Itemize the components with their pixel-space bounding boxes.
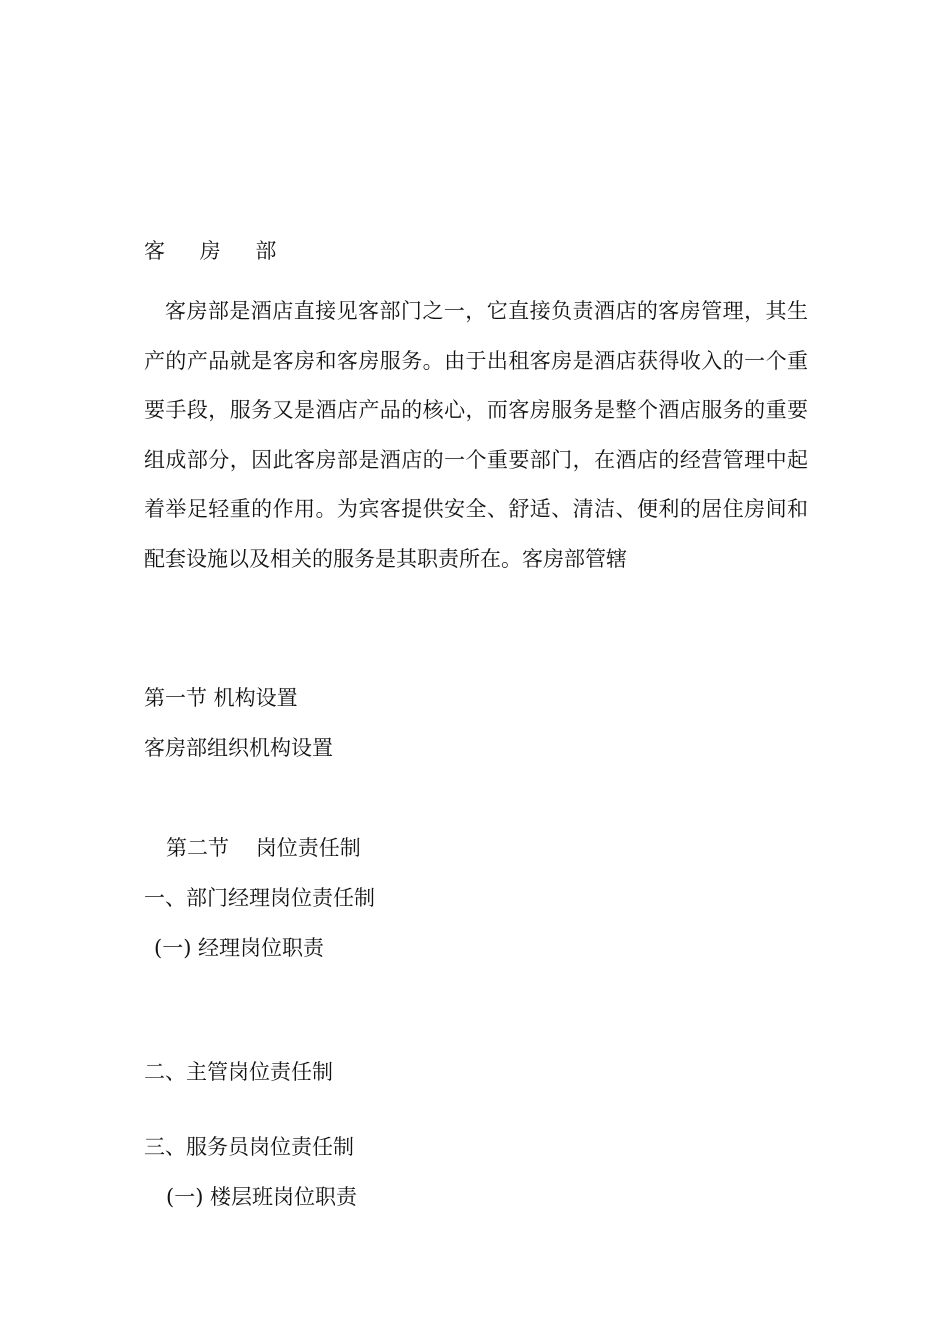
item1-subheading: (一) 经理岗位职责 (154, 936, 325, 960)
section1-subheading: 客房部组织机构设置 (144, 736, 333, 760)
item3-subheading: (一) 楼层班岗位职责 (166, 1185, 358, 1209)
item1-heading: 一、部门经理岗位责任制 (144, 886, 375, 910)
item3-heading: 三、服务员岗位责任制 (144, 1135, 354, 1159)
item2-heading: 二、主管岗位责任制 (144, 1060, 333, 1084)
section1-heading: 第一节 机构设置 (144, 686, 298, 710)
document-title: 客 房 部 (144, 239, 291, 263)
section2-heading: 第二节 岗位责任制 (166, 836, 361, 860)
intro-paragraph: 客房部是酒店直接见客部门之一，它直接负责酒店的客房管理，其生产的产品就是客房和客房服务。由于出租客房是酒店获得收入的一个重要手段，服务又是酒店产品的核心，而客房服务是整个酒店服务的重要组成部分，因此客房部是酒店的一个重要部门，在酒店的经营管理中起着举足轻重的作用。为宾客提供安全、舒适、清洁、便利的居住房间和配套设施以及相关的服务是其职责所在。客房部管辖 (144, 299, 808, 571)
